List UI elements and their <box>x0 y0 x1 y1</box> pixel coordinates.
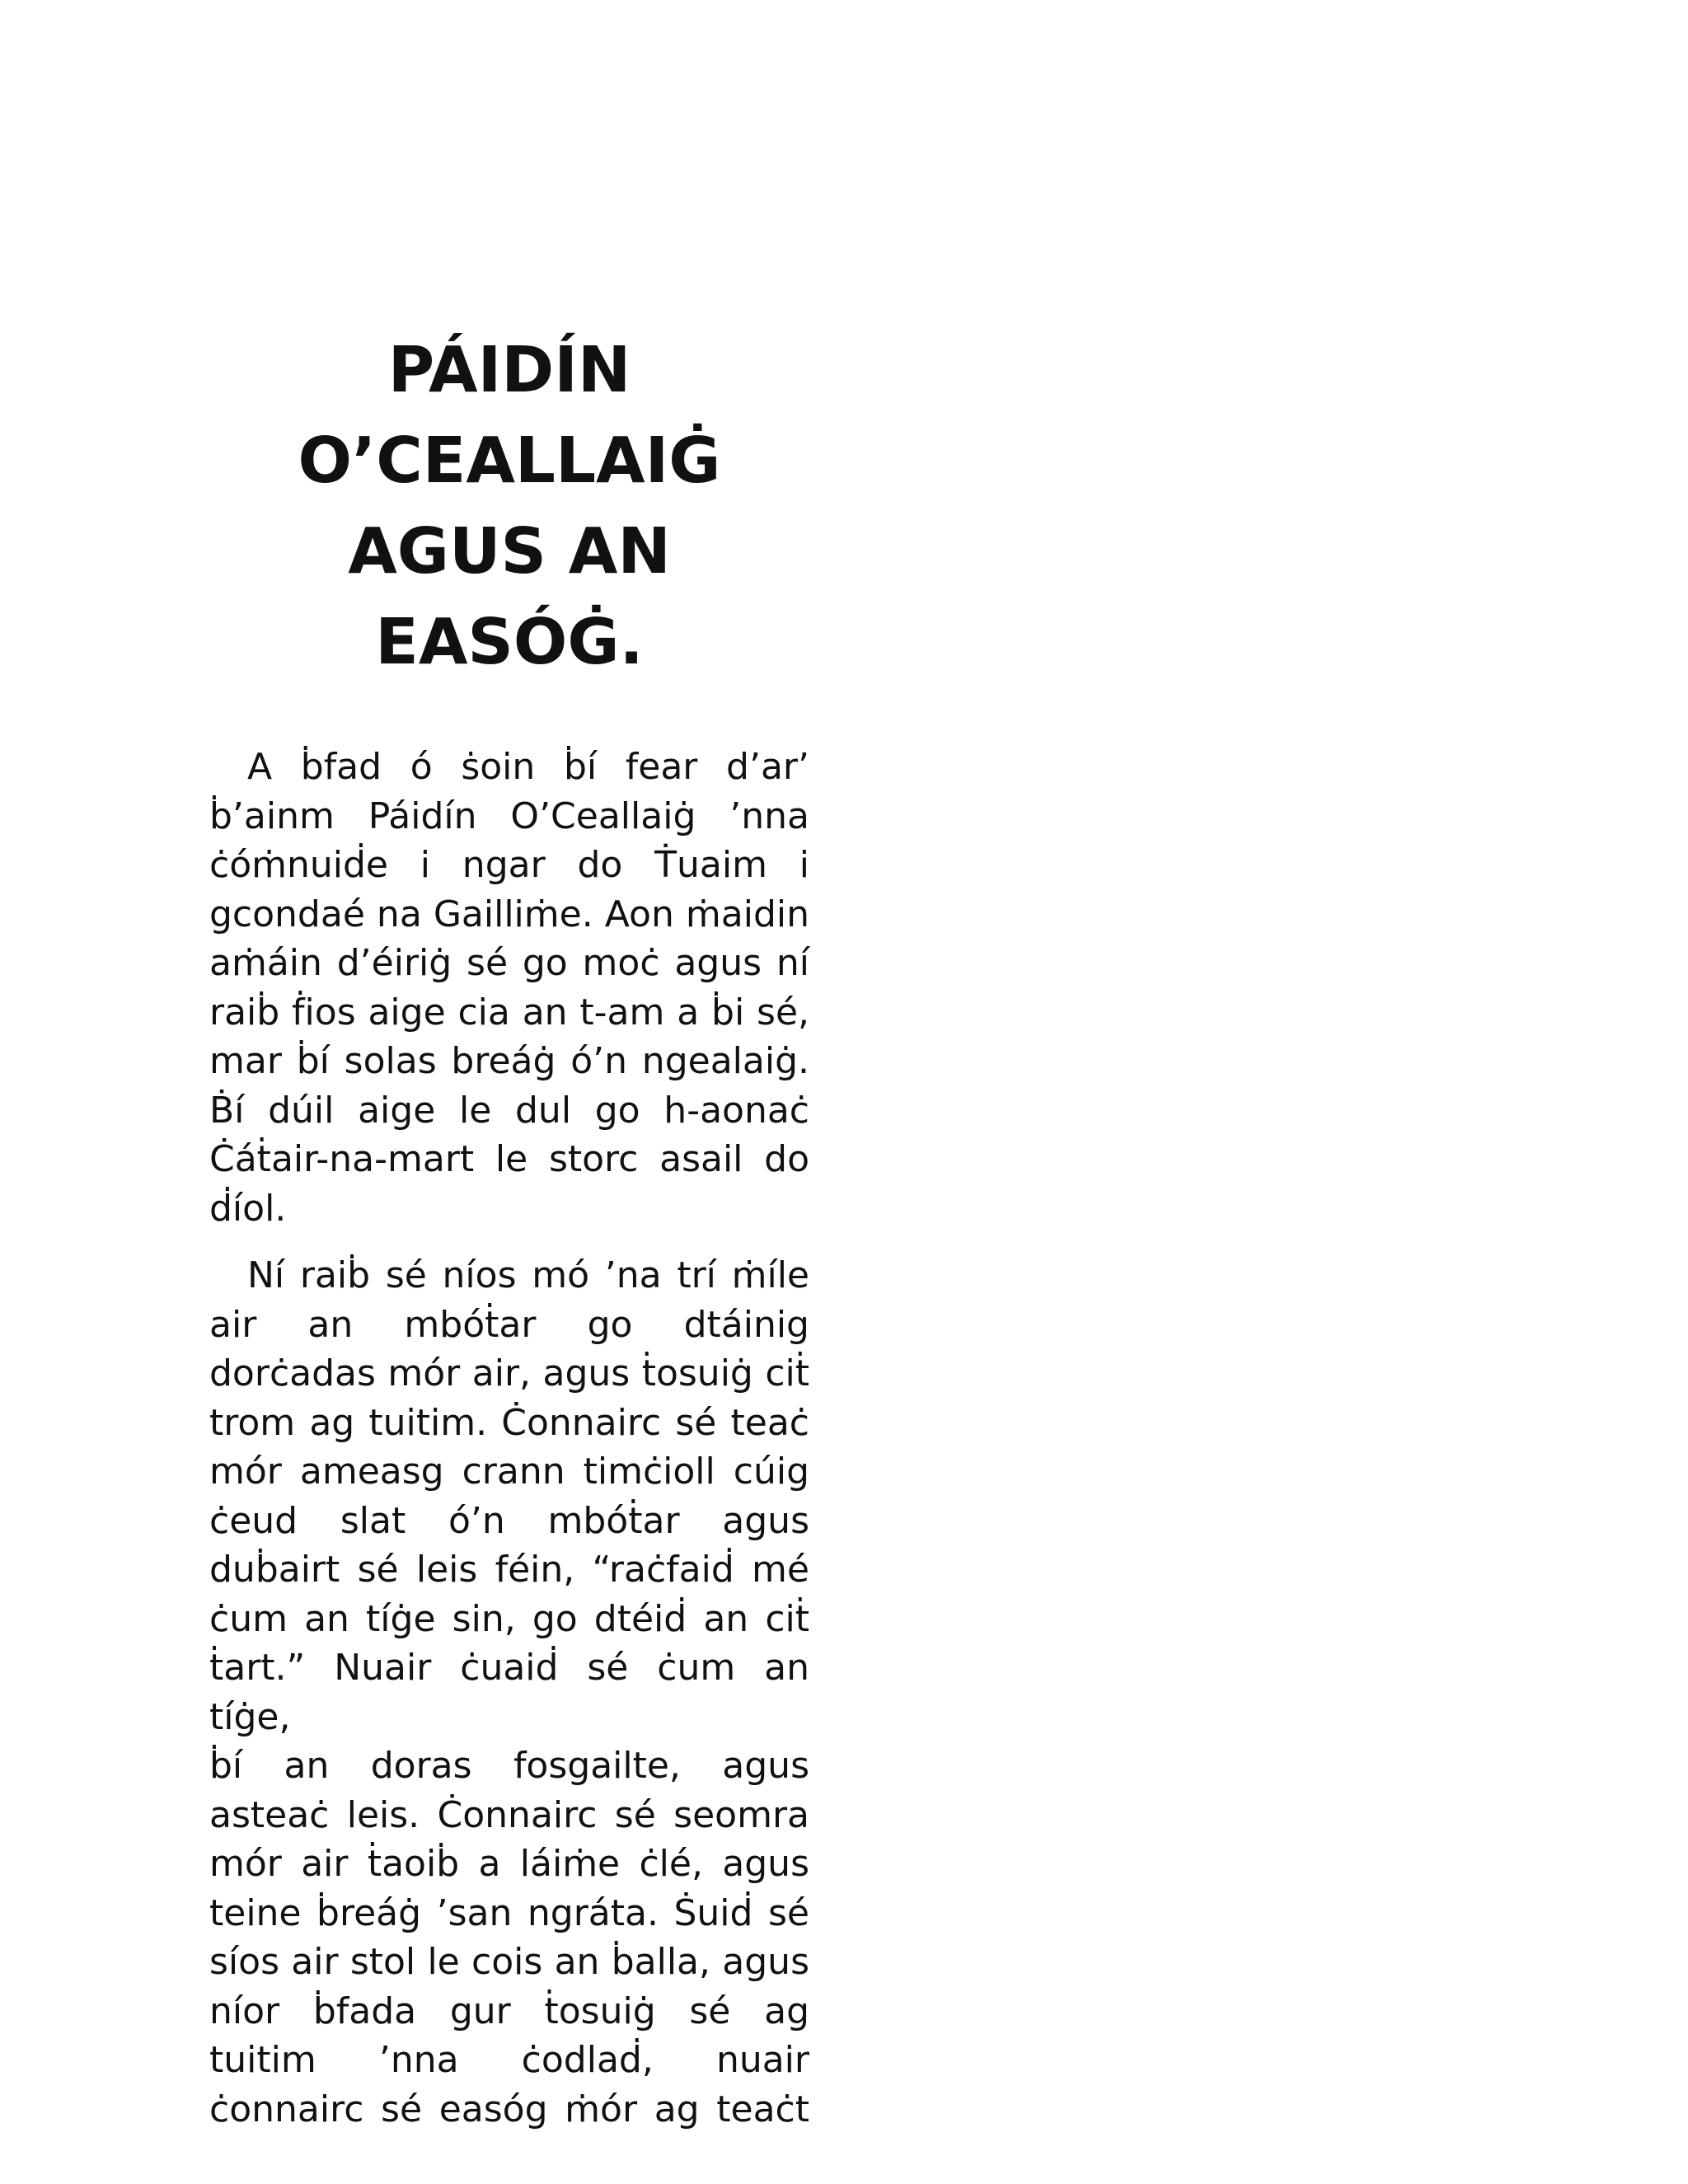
paragraph-line: ḃí an doras fosgailte, agus <box>209 1745 809 1787</box>
text-column <box>209 326 809 2134</box>
paragraph-line: dorċadas mór air, agus ṫosuiġ ciṫ <box>209 1352 809 1394</box>
paragraph-2 <box>209 1251 809 2134</box>
paragraph-line: asteaċ leis. Ċonnairc sé seomra <box>209 1793 809 1836</box>
paragraph-line: air an mbóṫar go dtáinig <box>209 1303 809 1346</box>
paragraph-line: níor ḃfada gur ṫosuiġ sé ag <box>209 1990 809 2032</box>
paragraph-line: mór air ṫaoiḃ a láiṁe ċlé, agus <box>209 1843 809 1885</box>
paragraph-line: teine ḃreáġ ’san ngráta. Ṡuiḋ sé <box>209 1891 809 1934</box>
paragraph-line: mór ameasg crann timċioll cúig <box>209 1451 809 1493</box>
paragraph-line: Ní raiḃ sé níos mó ’na trí ṁíle <box>247 1254 809 1296</box>
paragraph-line: A ḃfad ó ṡoin ḃí fear d’ar’ <box>247 746 809 788</box>
paragraph-line: ċeud slat ó’n mbóṫar agus <box>209 1499 809 1542</box>
title-line-1: PÁIDÍN <box>387 334 631 407</box>
paragraph-line: ḃ’ainm Páidín O’Ceallaiġ ’nna <box>209 794 809 837</box>
paragraph-line: ṫart.” Nuair ċuaiḋ sé ċum an tíġe, <box>209 1647 809 1738</box>
paragraph-line: aṁáin d’éiriġ sé go moċ agus ní <box>209 942 809 984</box>
paragraph-line: ċóṁnuiḋe i ngar do Ṫuaim i <box>209 844 809 886</box>
title-line-2: O’CEALLAIĠ <box>298 424 721 498</box>
title-line-3: AGUS AN EASÓĠ. <box>348 515 671 679</box>
paragraph-line: trom ag tuitim. Ċonnairc sé teaċ <box>209 1401 809 1444</box>
story-title <box>209 326 809 688</box>
paragraph-line: raiḃ ḟios aige cia an t-am a ḃi sé, <box>209 991 809 1033</box>
paragraph-line: tuitim ’nna ċodlaḋ, nuair <box>209 2039 809 2081</box>
paragraph-line: gcondaé na Gailliṁe. Aon ṁaidin <box>209 893 809 935</box>
paragraph-line: síos air stol le cois an ḃalla, agus <box>209 1941 809 1983</box>
paragraph-1 <box>209 743 809 1233</box>
paragraph-line: ċum an tíġe sin, go dtéiḋ an ciṫ <box>209 1597 809 1640</box>
paragraph-line: ċonnairc sé easóg ṁór ag teaċt <box>209 2088 809 2130</box>
paragraph-line: Ċáṫair-na-mart le storc asail do <box>209 1138 809 1180</box>
paragraph-line: Ḃí dúil aige le dul go h-aonaċ <box>209 1089 809 1132</box>
paragraph-line: ḋíol. <box>209 1187 287 1230</box>
paragraph-line: mar ḃí solas breáġ ó’n ngealaiġ. <box>209 1040 809 1082</box>
paragraph-line: duḃairt sé leis féin, “raċfaiḋ mé <box>209 1549 809 1591</box>
